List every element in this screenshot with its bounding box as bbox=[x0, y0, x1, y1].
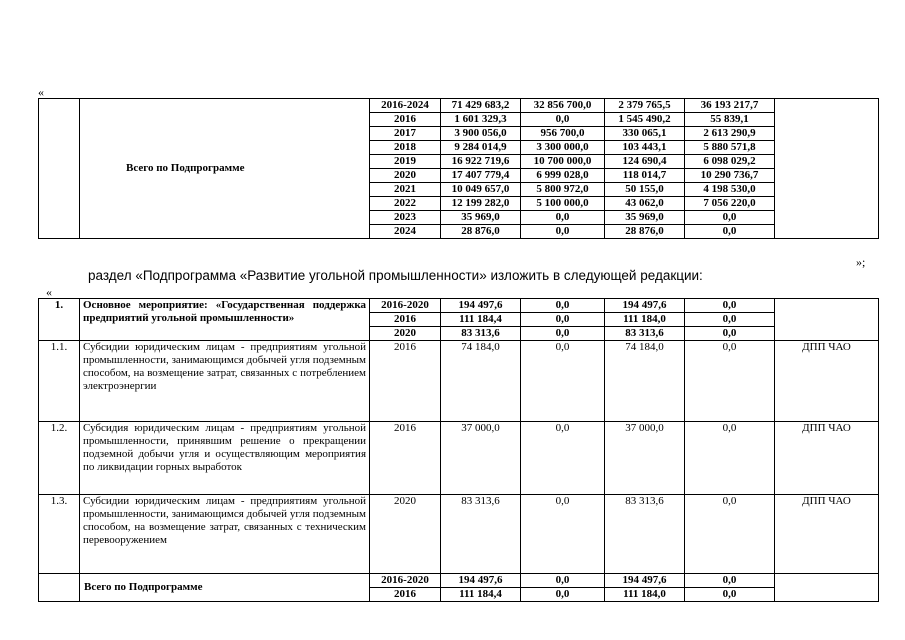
table-row bbox=[39, 495, 879, 574]
value-cell: 83 313,6 bbox=[605, 495, 685, 574]
value-cell: 6 999 028,0 bbox=[521, 169, 605, 183]
value-cell: 2016-2020 bbox=[370, 574, 441, 588]
value-cell: 5 800 972,0 bbox=[521, 183, 605, 197]
value-cell: 0,0 bbox=[685, 422, 775, 495]
value-cell: 2016-2020 bbox=[370, 299, 441, 313]
value-cell: 118 014,7 bbox=[605, 169, 685, 183]
value-cell: 103 443,1 bbox=[605, 141, 685, 155]
value-cell: 194 497,6 bbox=[605, 299, 685, 313]
value-cell: 1 601 329,3 bbox=[441, 113, 521, 127]
value-cell: 330 065,1 bbox=[605, 127, 685, 141]
executor-cell bbox=[775, 299, 879, 341]
value-cell: 2019 bbox=[370, 155, 441, 169]
value-cell: 5 100 000,0 bbox=[521, 197, 605, 211]
table-row bbox=[39, 574, 879, 588]
value-cell: 0,0 bbox=[685, 495, 775, 574]
executor-cell: ДПП ЧАО bbox=[775, 341, 879, 422]
value-cell: 0,0 bbox=[685, 299, 775, 313]
value-cell: 83 313,6 bbox=[441, 495, 521, 574]
coal-industry-table bbox=[38, 298, 879, 602]
value-cell: 2016 bbox=[370, 113, 441, 127]
value-cell: 0,0 bbox=[685, 327, 775, 341]
row-name: Субсидия юридическим лицам - предприятиям угольной промышленности, принявшим решение о прекращении подземной добычи угля и осуществляющим мероприятия по ликвидации горных выработок bbox=[80, 422, 370, 495]
number-cell bbox=[39, 574, 80, 602]
row-number: 1.3. bbox=[39, 495, 80, 574]
value-cell: 0,0 bbox=[521, 211, 605, 225]
value-cell: 12 199 282,0 bbox=[441, 197, 521, 211]
open-quote-bottom: « bbox=[46, 285, 52, 299]
table-row bbox=[39, 99, 879, 113]
value-cell: 0,0 bbox=[521, 313, 605, 327]
value-cell: 37 000,0 bbox=[441, 422, 521, 495]
value-cell: 71 429 683,2 bbox=[441, 99, 521, 113]
value-cell: 0,0 bbox=[685, 574, 775, 588]
instruction-paragraph: раздел «Подпрограмма «Развитие угольной промышленности» изложить в следующей редакции: bbox=[88, 268, 703, 283]
row-number: 1. bbox=[39, 299, 80, 341]
value-cell: 111 184,0 bbox=[605, 313, 685, 327]
value-cell: 32 856 700,0 bbox=[521, 99, 605, 113]
value-cell: 2018 bbox=[370, 141, 441, 155]
value-cell: 0,0 bbox=[521, 588, 605, 602]
row-name: Основное мероприятие: «Государственная поддержка предприятий угольной промышленности» bbox=[80, 299, 370, 341]
table-row bbox=[39, 341, 879, 422]
value-cell: 0,0 bbox=[685, 588, 775, 602]
value-cell: 2 613 290,9 bbox=[685, 127, 775, 141]
row-label: Всего по Подпрограмме bbox=[80, 99, 370, 239]
value-cell: 0,0 bbox=[521, 113, 605, 127]
number-cell bbox=[39, 99, 80, 239]
row-number: 1.2. bbox=[39, 422, 80, 495]
value-cell: 74 184,0 bbox=[441, 341, 521, 422]
value-cell: 7 056 220,0 bbox=[685, 197, 775, 211]
value-cell: 194 497,6 bbox=[441, 299, 521, 313]
value-cell: 74 184,0 bbox=[605, 341, 685, 422]
value-cell: 28 876,0 bbox=[605, 225, 685, 239]
close-quote: »; bbox=[856, 255, 866, 269]
value-cell: 0,0 bbox=[521, 495, 605, 574]
value-cell: 2022 bbox=[370, 197, 441, 211]
table-row bbox=[39, 422, 879, 495]
value-cell: 0,0 bbox=[685, 341, 775, 422]
value-cell: 83 313,6 bbox=[605, 327, 685, 341]
value-cell: 0,0 bbox=[521, 422, 605, 495]
subprogram-total-table bbox=[38, 98, 879, 239]
value-cell: 0,0 bbox=[521, 341, 605, 422]
value-cell: 36 193 217,7 bbox=[685, 99, 775, 113]
value-cell: 956 700,0 bbox=[521, 127, 605, 141]
row-name: Субсидии юридическим лицам - предприятиям угольной промышленности, занимающимся добычей угля подземным способом, на возмещение затрат, связанных с техническим перевооружением bbox=[80, 495, 370, 574]
value-cell: 194 497,6 bbox=[605, 574, 685, 588]
value-cell: 10 049 657,0 bbox=[441, 183, 521, 197]
executor-cell bbox=[775, 574, 879, 602]
value-cell: 194 497,6 bbox=[441, 574, 521, 588]
value-cell: 10 290 736,7 bbox=[685, 169, 775, 183]
row-number: 1.1. bbox=[39, 341, 80, 422]
value-cell: 37 000,0 bbox=[605, 422, 685, 495]
value-cell: 0,0 bbox=[685, 211, 775, 225]
value-cell: 2016-2024 bbox=[370, 99, 441, 113]
value-cell: 124 690,4 bbox=[605, 155, 685, 169]
value-cell: 0,0 bbox=[521, 299, 605, 313]
value-cell: 2017 bbox=[370, 127, 441, 141]
value-cell: 4 198 530,0 bbox=[685, 183, 775, 197]
value-cell: 2016 bbox=[370, 341, 441, 422]
value-cell: 17 407 779,4 bbox=[441, 169, 521, 183]
row-name: Субсидии юридическим лицам - предприятиям угольной промышленности, занимающимся добычей угля подземным способом, на возмещение затрат, связанных с потреблением электроэнергии bbox=[80, 341, 370, 422]
value-cell: 2 379 765,5 bbox=[605, 99, 685, 113]
executor-cell bbox=[775, 99, 879, 239]
value-cell: 0,0 bbox=[521, 574, 605, 588]
value-cell: 0,0 bbox=[521, 225, 605, 239]
value-cell: 1 545 490,2 bbox=[605, 113, 685, 127]
value-cell: 111 184,4 bbox=[441, 313, 521, 327]
value-cell: 5 880 571,8 bbox=[685, 141, 775, 155]
value-cell: 2016 bbox=[370, 422, 441, 495]
open-quote-top: « bbox=[38, 85, 44, 99]
value-cell: 6 098 029,2 bbox=[685, 155, 775, 169]
value-cell: 2021 bbox=[370, 183, 441, 197]
executor-cell: ДПП ЧАО bbox=[775, 495, 879, 574]
value-cell: 50 155,0 bbox=[605, 183, 685, 197]
row-label: Всего по Подпрограмме bbox=[80, 574, 370, 602]
value-cell: 0,0 bbox=[685, 313, 775, 327]
value-cell: 3 900 056,0 bbox=[441, 127, 521, 141]
value-cell: 10 700 000,0 bbox=[521, 155, 605, 169]
value-cell: 0,0 bbox=[521, 327, 605, 341]
executor-cell: ДПП ЧАО bbox=[775, 422, 879, 495]
value-cell: 43 062,0 bbox=[605, 197, 685, 211]
value-cell: 111 184,4 bbox=[441, 588, 521, 602]
value-cell: 35 969,0 bbox=[605, 211, 685, 225]
value-cell: 9 284 014,9 bbox=[441, 141, 521, 155]
value-cell: 2020 bbox=[370, 327, 441, 341]
value-cell: 16 922 719,6 bbox=[441, 155, 521, 169]
value-cell: 2023 bbox=[370, 211, 441, 225]
table-row bbox=[39, 299, 879, 313]
value-cell: 111 184,0 bbox=[605, 588, 685, 602]
value-cell: 2016 bbox=[370, 313, 441, 327]
value-cell: 2024 bbox=[370, 225, 441, 239]
value-cell: 3 300 000,0 bbox=[521, 141, 605, 155]
value-cell: 2020 bbox=[370, 169, 441, 183]
value-cell: 55 839,1 bbox=[685, 113, 775, 127]
value-cell: 35 969,0 bbox=[441, 211, 521, 225]
value-cell: 28 876,0 bbox=[441, 225, 521, 239]
value-cell: 0,0 bbox=[685, 225, 775, 239]
value-cell: 2020 bbox=[370, 495, 441, 574]
value-cell: 2016 bbox=[370, 588, 441, 602]
value-cell: 83 313,6 bbox=[441, 327, 521, 341]
